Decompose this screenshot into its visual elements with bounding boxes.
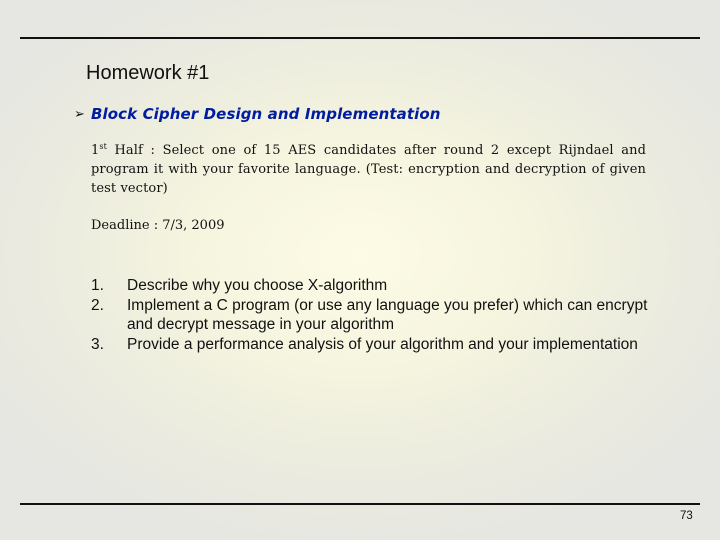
section-heading-text: Block Cipher Design and Implementation (91, 105, 441, 123)
task-number: 3. (91, 335, 104, 353)
bottom-rule (20, 503, 700, 505)
top-rule (20, 37, 700, 39)
task-list (91, 276, 651, 354)
half-ordinal-number: 1 (91, 143, 100, 158)
deadline: Deadline : 7/3, 2009 (91, 218, 225, 233)
task-number: 2. (91, 296, 104, 314)
task-item (91, 276, 651, 296)
arrow-bullet-icon: ➢ (74, 106, 85, 122)
task-item (91, 335, 651, 355)
page-number: 73 (680, 510, 693, 522)
task-number: 1. (91, 277, 104, 294)
first-half-description (91, 141, 646, 198)
half-text: Half : Select one of 15 AES candidates after round 2 except Rijndael and program it with your favorite language. (Test: encryption and decryption of given test vector) (91, 143, 646, 196)
section-heading (74, 105, 441, 123)
task-text: Implement a C program (or use any language you prefer) which can encrypt and decrypt message in your algorithm (127, 296, 648, 333)
task-item (91, 296, 651, 335)
task-text: Provide a performance analysis of your algorithm and your implementation (127, 335, 638, 353)
task-text: Describe why you choose X-algorithm (127, 277, 388, 294)
slide-title: Homework #1 (86, 62, 210, 84)
half-ordinal-suffix: st (99, 142, 107, 151)
